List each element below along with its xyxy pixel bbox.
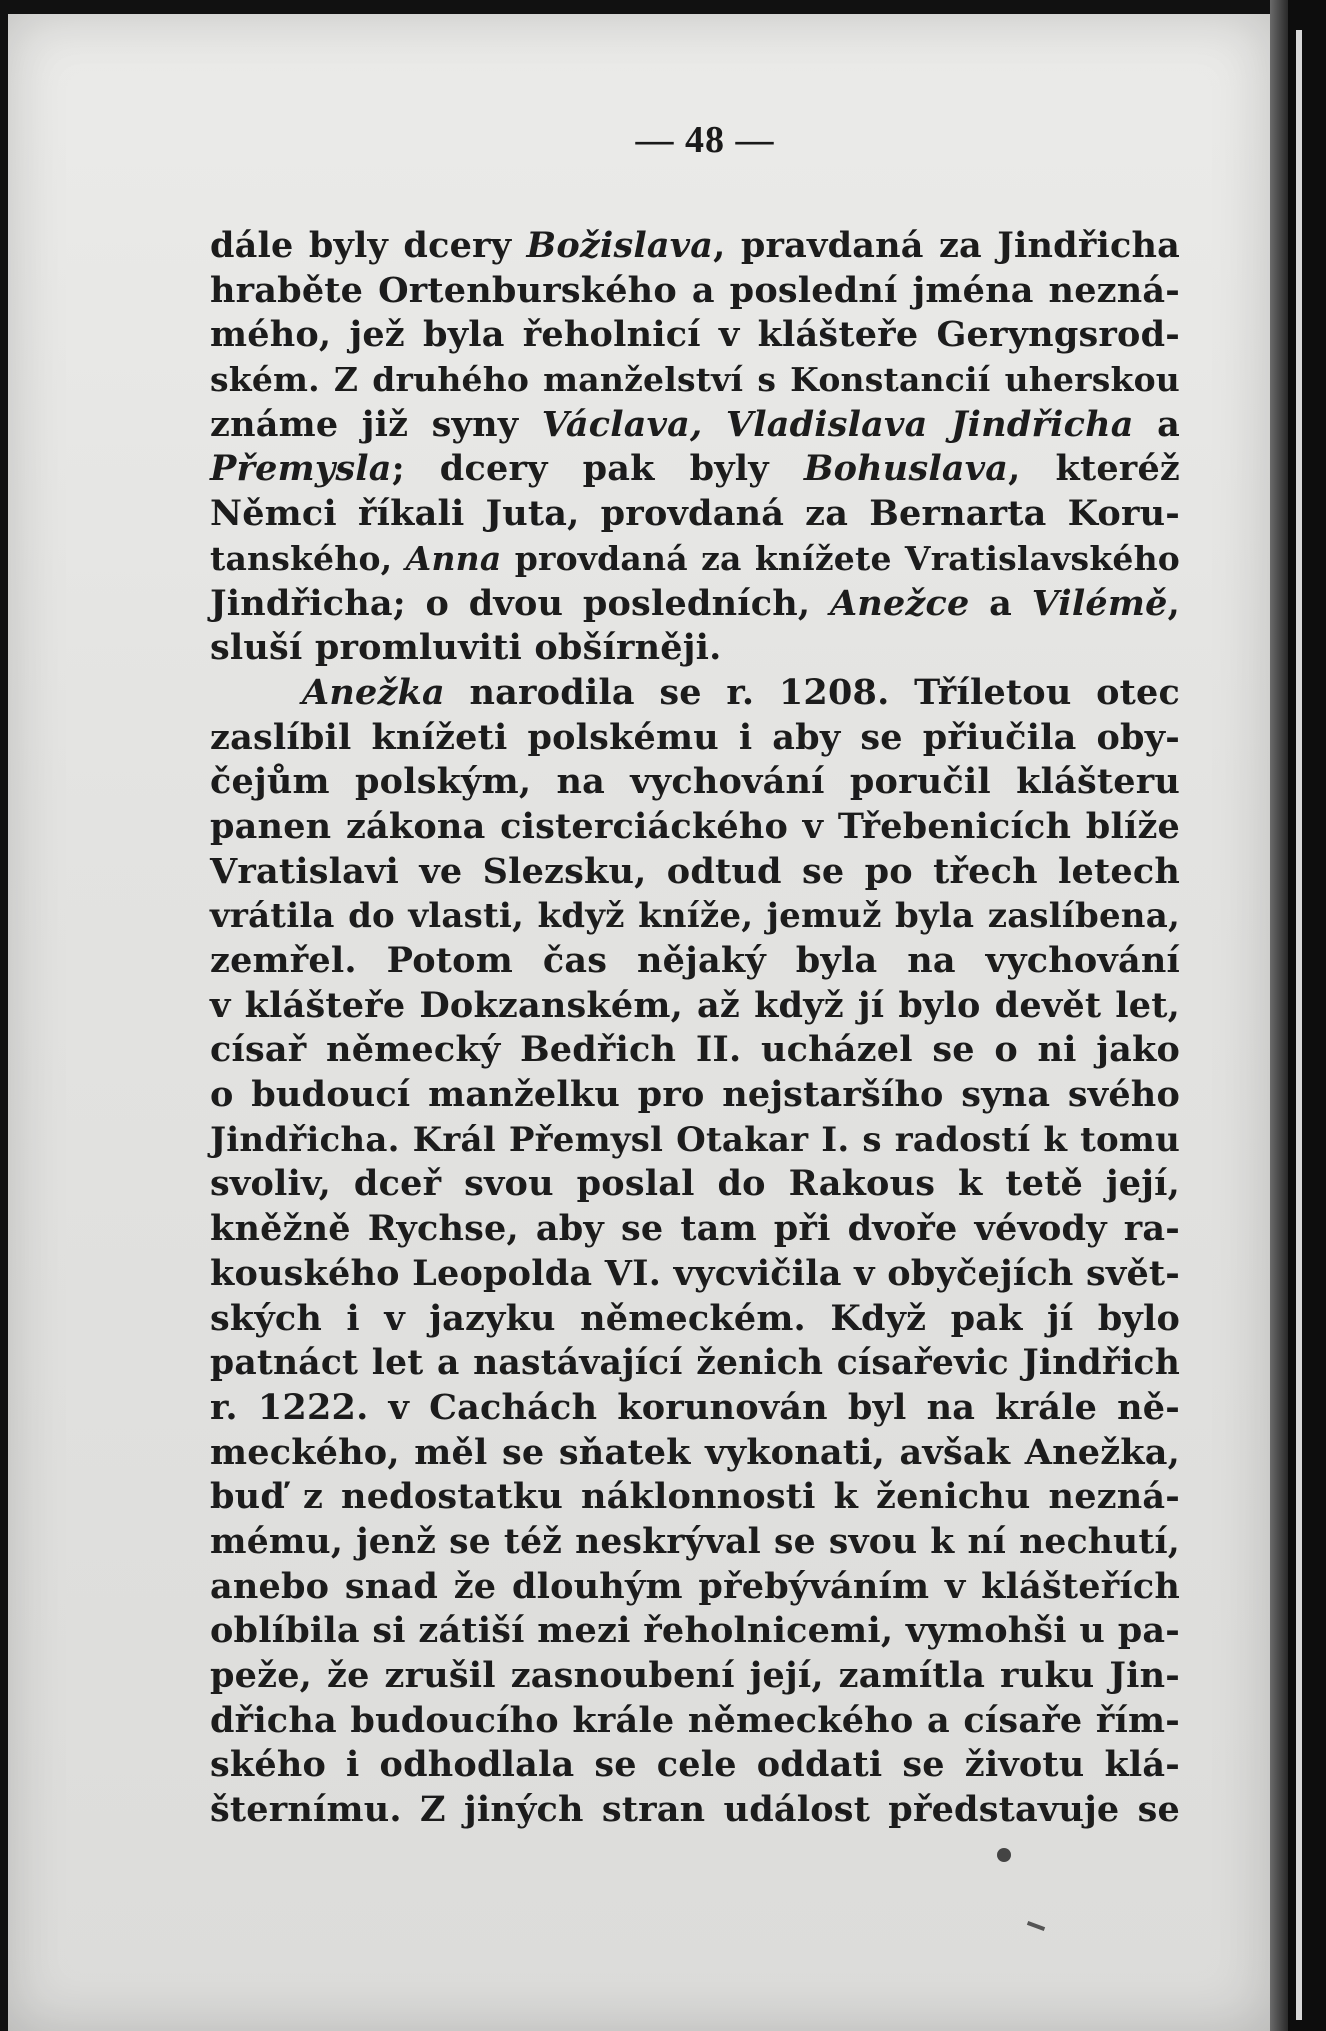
text-segment: buď z nedostatku náklonnosti k ženichu nezná-	[210, 1476, 1180, 1518]
italic-name: Anežka	[302, 671, 445, 713]
text-line	[210, 1386, 1180, 1431]
italic-name: Bohuslava	[803, 448, 1009, 490]
text-line	[210, 1788, 1180, 1833]
page-number: — 48 —	[635, 119, 775, 161]
text-line	[210, 1743, 1180, 1788]
text-segment: mému, jenž se též neskrýval se svou k ní nechutí,	[210, 1521, 1180, 1562]
text-segment: a	[969, 582, 1032, 624]
text-line	[210, 894, 1180, 939]
text-segment: meckého, měl se sňatek vykonati, avšak Anežka,	[210, 1431, 1180, 1473]
text-segment: vrátila do vlasti, když kníže, jemuž byla zaslíbena,	[210, 896, 1180, 937]
text-segment: Vratislavi ve Slezsku, odtud se po třech letech	[210, 850, 1180, 892]
text-segment: provdaná za knížete Vratislavského	[501, 538, 1180, 578]
text-segment: dřicha budoucího krále německého a císaře řím-	[210, 1699, 1180, 1741]
text-segment: a	[1133, 403, 1180, 445]
text-segment: hraběte Ortenburského a poslední jména nezná-	[210, 269, 1180, 311]
text-segment: o budoucí manželku pro nejstaršího syna svého	[210, 1074, 1180, 1116]
text-segment: čejům polským, na vychování poručil klášteru	[210, 761, 1180, 803]
text-segment: , kteréž	[1008, 448, 1180, 490]
text-segment: mého, jež byla řeholnicí v klášteře Geryngsrod-	[210, 314, 1180, 356]
text-line	[210, 313, 1180, 358]
text-segment: ; dcery pak byly	[391, 448, 804, 490]
text-segment: zaslíbil knížeti polskému i aby se přiučila oby-	[210, 716, 1180, 758]
text-line	[210, 805, 1180, 850]
italic-name: Václava, Vladislava Jindřicha	[541, 403, 1134, 445]
adjacent-page-strip	[1296, 30, 1302, 2020]
text-segment: tanského,	[210, 538, 406, 578]
page-gutter-shadow	[1270, 0, 1288, 2031]
text-segment: narodila se r. 1208. Tříletou otec	[444, 671, 1180, 713]
text-segment: Němci říkali Juta, provdaná za Bernarta Koru-	[210, 493, 1180, 535]
text-line	[210, 269, 1180, 314]
text-line	[210, 671, 1180, 716]
text-segment: v klášteře Dokzanském, až když jí bylo devět let,	[210, 984, 1180, 1026]
text-segment: kouského Leopolda VI. vycvičila v obyčejích svět-	[210, 1252, 1180, 1294]
text-segment: Jindřicha; o dvou posledních,	[210, 582, 830, 624]
text-line	[210, 1654, 1180, 1699]
italic-name: Vilémě	[1031, 582, 1168, 624]
text-line	[210, 1565, 1180, 1610]
text-segment: sluší promluviti obšírněji.	[210, 627, 722, 669]
text-segment: oblíbila si zátiší mezi řeholnicemi, vymohši u pa-	[210, 1610, 1180, 1652]
text-segment: patnáct let a nastávající ženich císařevic Jindřich	[210, 1343, 1180, 1384]
text-line	[210, 760, 1180, 805]
text-line	[210, 224, 1180, 269]
text-segment: kněžně Rychse, aby se tam při dvoře vévody ra-	[210, 1208, 1180, 1250]
text-segment: ském. Z druhého manželství s Konstancií uherskou	[210, 360, 1180, 400]
text-segment: zemřel. Potom čas nějaký byla na vychování	[210, 940, 1180, 981]
text-line	[210, 492, 1180, 537]
text-line	[210, 1341, 1180, 1386]
text-segment: anebo snad že dlouhým přebýváním v klášteřích	[210, 1565, 1180, 1607]
ink-spot	[997, 1848, 1011, 1862]
text-segment: , pravdaná za Jindřicha	[713, 225, 1180, 266]
text-line	[210, 1118, 1180, 1163]
text-segment: šternímu. Z jiných stran událost představuje se	[210, 1789, 1180, 1831]
italic-name: Přemysla	[210, 448, 392, 490]
text-segment: známe již syny	[210, 403, 542, 445]
text-segment: peže, že zrušil zasnoubení její, zamítla ruku Jin-	[210, 1655, 1180, 1696]
text-line	[210, 1207, 1180, 1252]
text-line	[210, 1162, 1180, 1207]
text-segment: ského i odhodlala se cele oddati se životu klá-	[210, 1744, 1180, 1786]
text-line	[210, 1699, 1180, 1744]
body-text	[210, 224, 1180, 1833]
text-segment: dále byly dcery	[210, 225, 527, 266]
text-segment: panen zákona cisterciáckého v Třebenicích blíže	[210, 805, 1180, 847]
text-line	[210, 1028, 1180, 1073]
text-line	[210, 1073, 1180, 1118]
text-line	[210, 716, 1180, 761]
italic-name: Anna	[405, 538, 502, 578]
text-line	[210, 1297, 1180, 1342]
adjacent-page-edge	[1288, 0, 1326, 2031]
text-line	[210, 1431, 1180, 1476]
text-line	[210, 984, 1180, 1029]
text-segment: r. 1222. v Cachách korunován byl na krále ně-	[210, 1386, 1180, 1428]
italic-name: Anežce	[829, 582, 970, 624]
text-line	[210, 537, 1180, 582]
text-line	[210, 403, 1180, 448]
text-segment: Jindřicha. Král Přemysl Otakar I. s radostí k tomu	[210, 1119, 1180, 1160]
text-line	[210, 1475, 1180, 1520]
text-line	[210, 939, 1180, 984]
text-line	[210, 447, 1180, 492]
text-segment: císař německý Bedřich II. ucházel se o ni jako	[210, 1029, 1180, 1071]
text-line	[210, 1252, 1180, 1297]
text-segment: ských i v jazyku německém. Když pak jí bylo	[210, 1297, 1180, 1339]
text-segment: svoliv, dceř svou poslal do Rakous k tetě její,	[210, 1163, 1180, 1205]
text-line	[210, 1609, 1180, 1654]
text-segment: ,	[1167, 582, 1180, 624]
text-line	[210, 850, 1180, 895]
italic-name: Božislava	[526, 225, 714, 266]
text-line	[210, 582, 1180, 627]
text-line	[210, 1520, 1180, 1565]
text-line	[210, 626, 1180, 671]
text-line	[210, 358, 1180, 403]
